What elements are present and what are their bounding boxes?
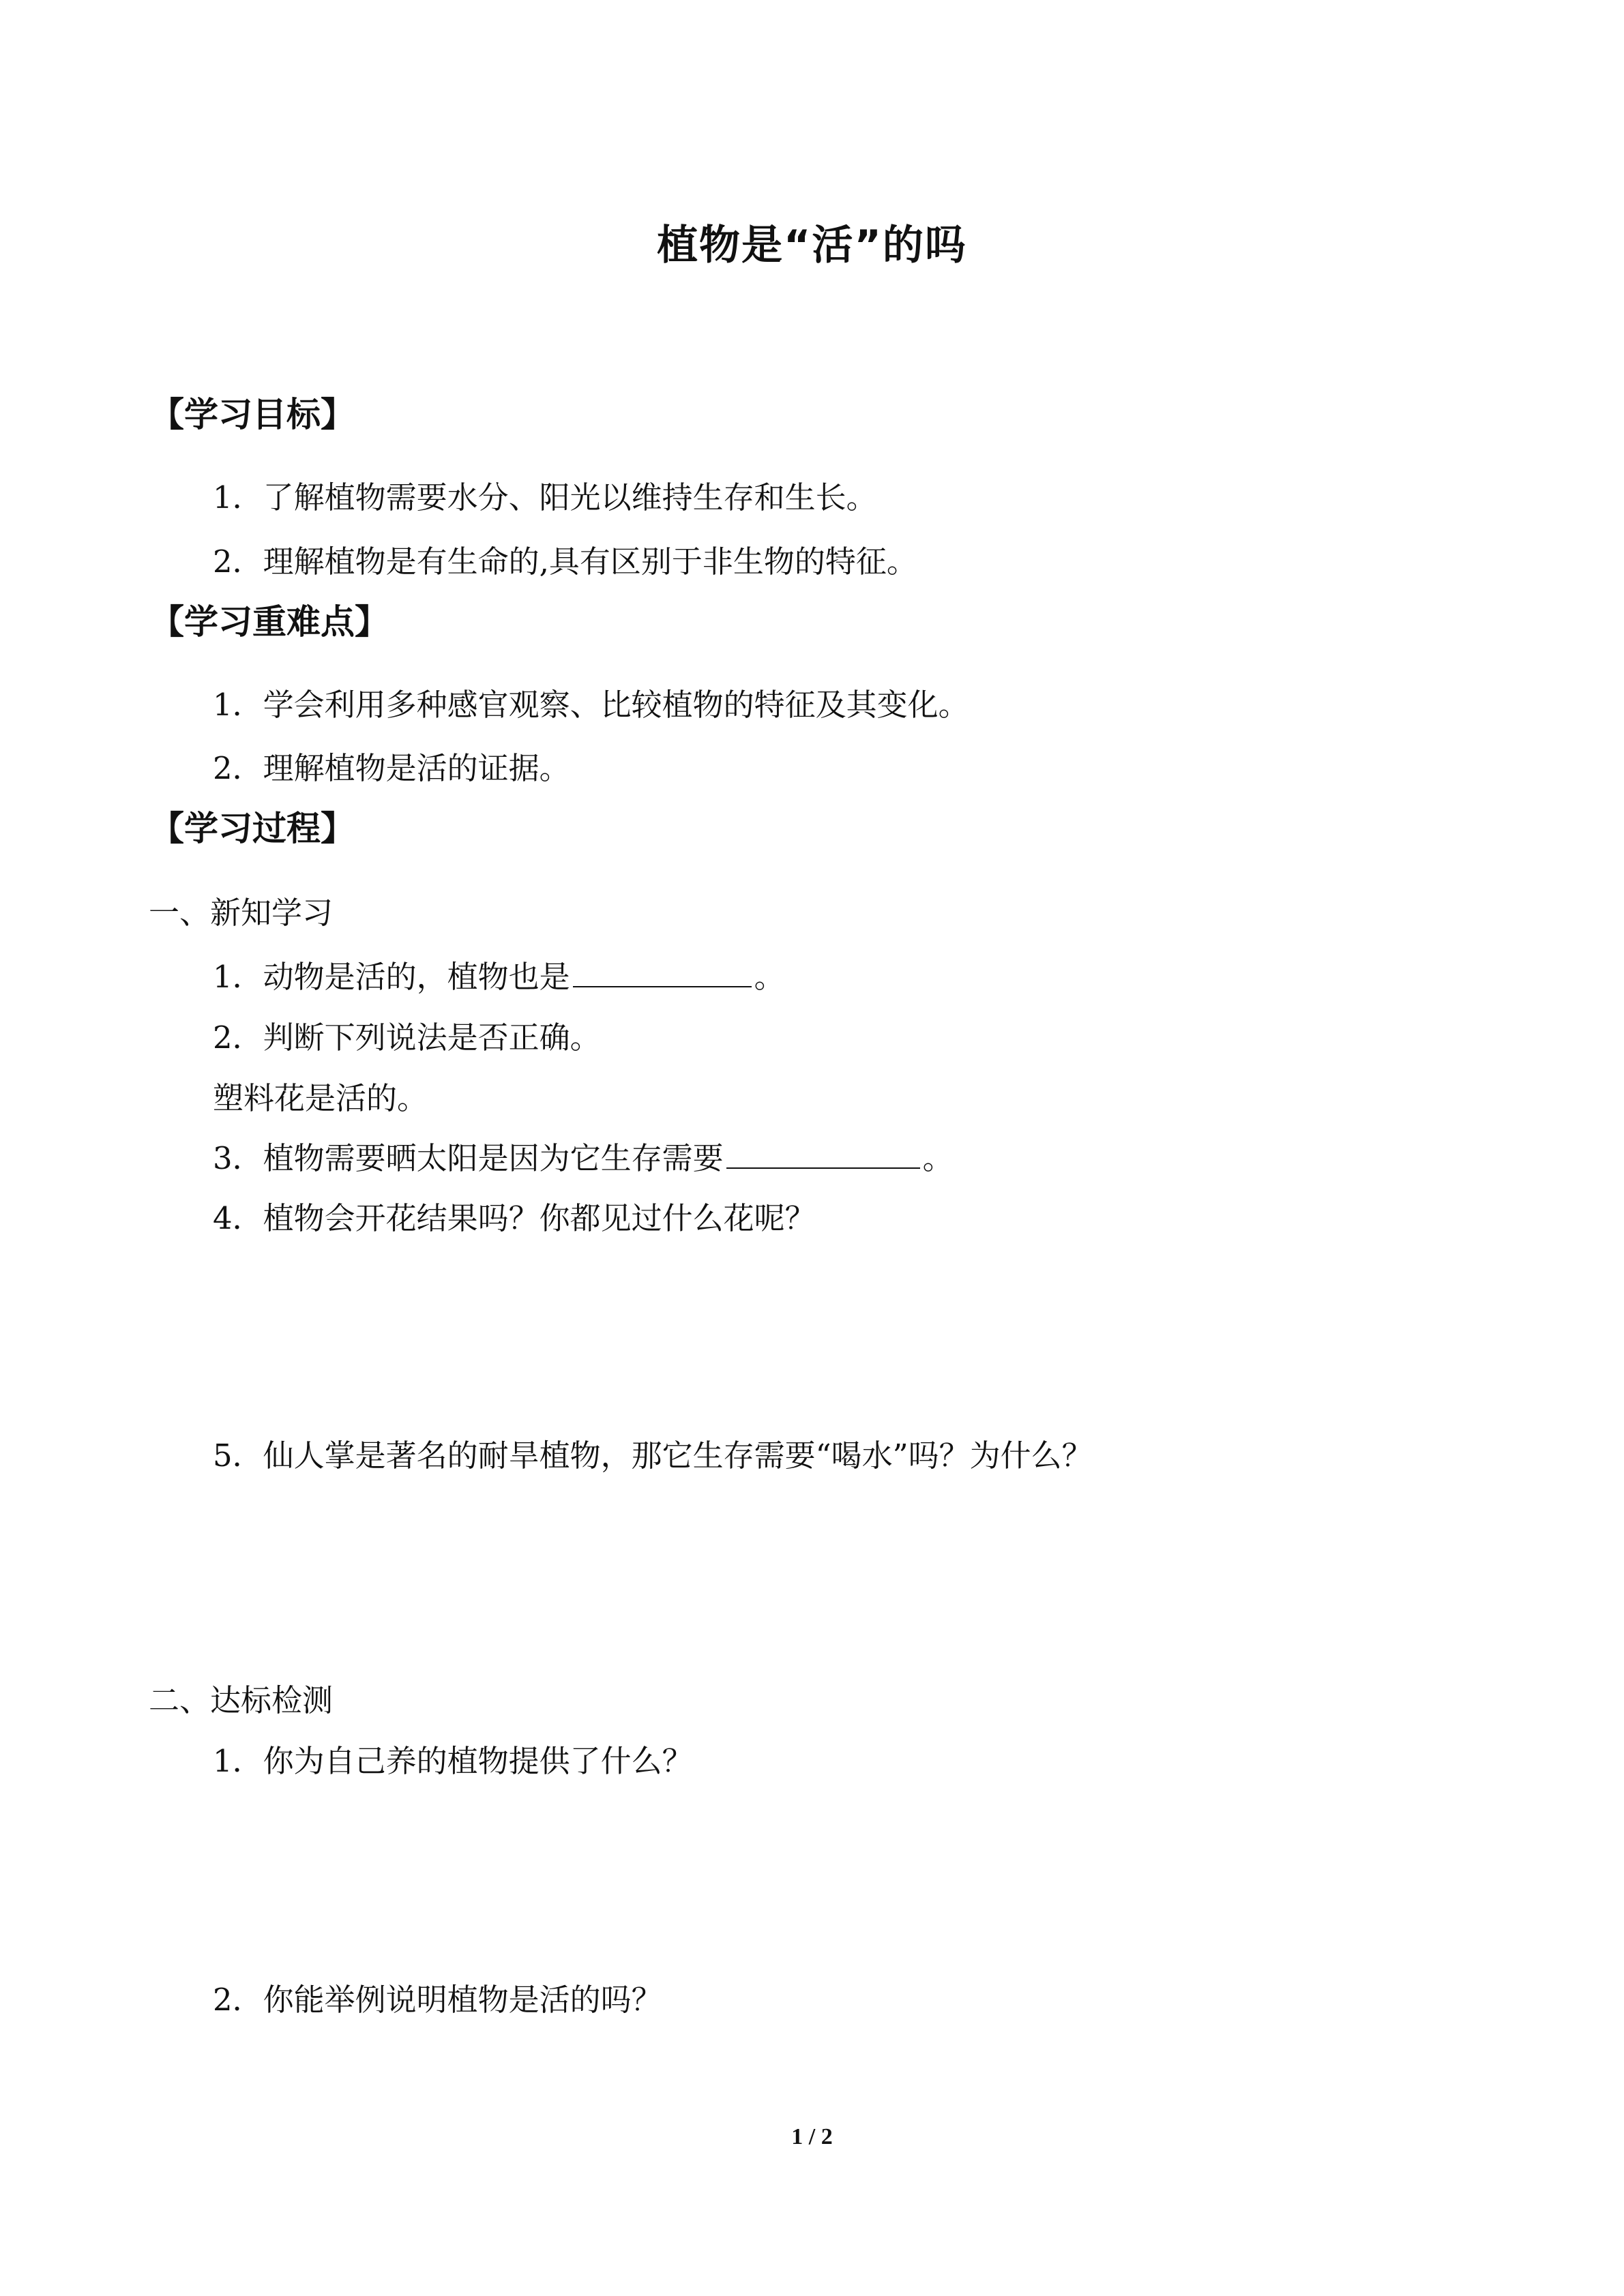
new-knowledge-heading: 一、新知学习 xyxy=(149,895,334,931)
page-number: 1 / 2 xyxy=(791,2124,833,2149)
key-points-heading: 【学习重难点】 xyxy=(150,602,389,642)
assessment-question-2: 2．你能举例说明植物是活的吗？ xyxy=(213,1982,662,2018)
question-3 xyxy=(213,1133,954,1178)
question-3-text: 3．植物需要晒太阳是因为它生存需要 xyxy=(213,1140,724,1176)
assessment-question-1: 1．你为自己养的植物提供了什么？ xyxy=(213,1743,693,1779)
question-2-statement: 塑料花是活的。 xyxy=(213,1080,428,1116)
goal-item-1: 1．了解植物需要水分、阳光以维持生存和生长。 xyxy=(213,479,877,516)
learning-process-heading: 【学习过程】 xyxy=(150,809,355,848)
goal-item-2: 2．理解植物是有生命的,具有区别于非生物的特征。 xyxy=(213,543,917,580)
question-4: 4．植物会开花结果吗？你都见过什么花呢？ xyxy=(213,1200,816,1236)
question-1-text: 1．动物是活的，植物也是 xyxy=(213,959,570,995)
question-1-end: 。 xyxy=(754,959,785,995)
assessment-heading: 二、达标检测 xyxy=(149,1682,334,1718)
answer-blank-3[interactable] xyxy=(726,1137,920,1169)
page-title: 植物是“活”的吗 xyxy=(657,222,967,269)
question-1 xyxy=(213,952,785,996)
learning-goals-heading: 【学习目标】 xyxy=(150,395,355,434)
key-point-item-2: 2．理解植物是活的证据。 xyxy=(213,750,570,786)
answer-blank-1[interactable] xyxy=(573,956,752,987)
key-point-item-1: 1．学会利用多种感官观察、比较植物的特征及其变化。 xyxy=(213,687,969,723)
question-3-end: 。 xyxy=(922,1140,954,1176)
question-5: 5．仙人掌是著名的耐旱植物，那它生存需要“喝水”吗？为什么？ xyxy=(213,1437,1093,1474)
question-2: 2．判断下列说法是否正确。 xyxy=(213,1019,601,1056)
